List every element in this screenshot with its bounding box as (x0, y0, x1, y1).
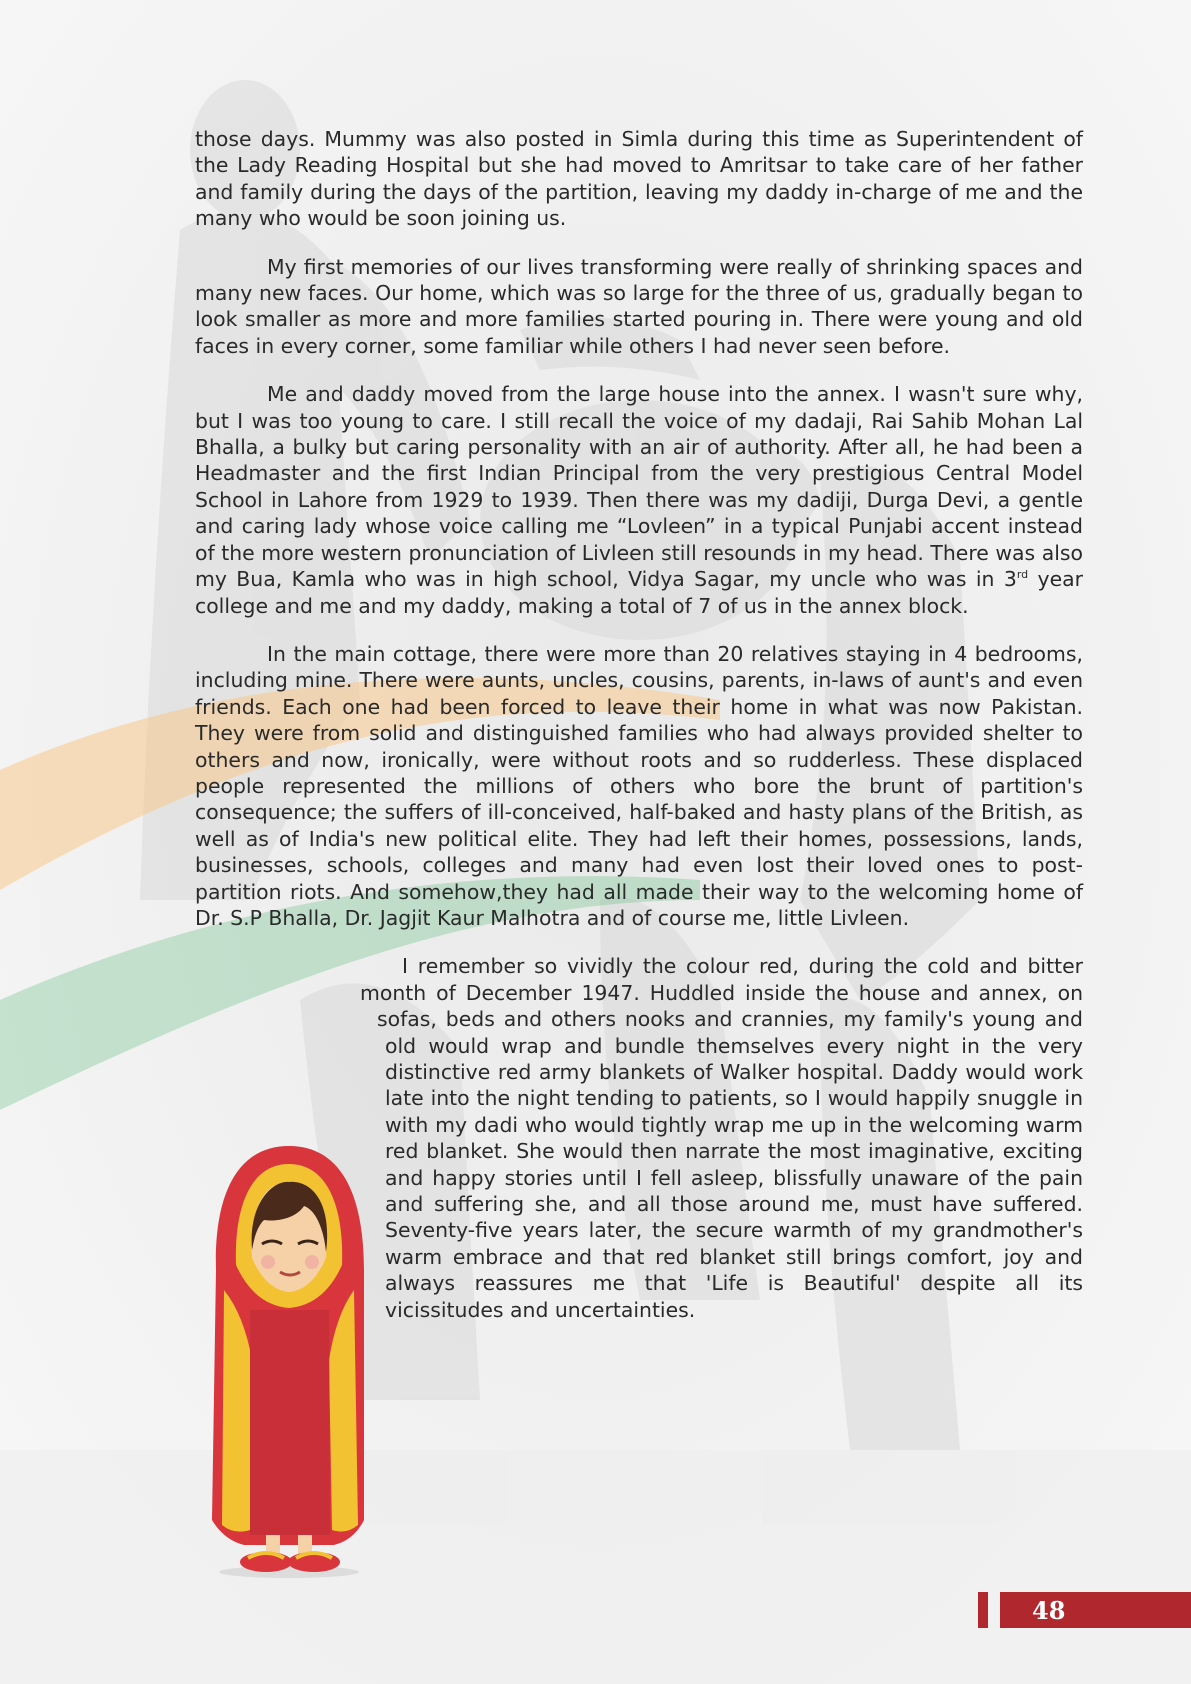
paragraph-3-text-a: Me and daddy moved from the large house into the annex. I wasn't sure why, but I was too young to care. I still recall the voice of my dadaji, Rai Sahib Mohan Lal Bhalla, a bulky but caring personality with an air of authority. After all, he had been a Headmaster and the first Indian Principal from the very prestigious Central Model School in Lahore from 1929 to 1939. Then there was my dadiji, Durga Devi, a gentle and caring lady whose voice calling me “Lovleen” in a typical Punjabi accent instead of the more western pronunciation of Livleen still resounds in my head. There was also my Bua, Kamla who was in high school, Vidya Sagar, my uncle who was in 3 (195, 382, 1083, 592)
paragraph-3 (195, 381, 1083, 619)
image-wrap-spacer-3 (195, 1029, 377, 1055)
paragraph-1: those days. Mummy was also posted in Simla during this time as Superintendent of the Lady Reading Hospital but she had moved to Amritsar to take care of her father and family during the days of the partition, leaving my daddy in-charge of me and the many who would be soon joining us. (195, 127, 1083, 231)
page-number-accent-strip (978, 1592, 988, 1628)
image-wrap-spacer-1 (195, 977, 330, 1003)
paragraph-5: I remember so vividly the colour red, during the cold and bitter month of December 1947. Huddled inside the house and annex, on sofas, beds and others nooks and crannies, my family's young and old would wrap and bundle themselves every night in the very distinctive red army blankets of Walker hospital. Daddy would work late into the night tending to patients, so I would happily snuggle in with my dadi who would tightly wrap me up in the welcoming warm red blanket. She would then narrate the most imaginative, exciting and happy stories until I fell asleep, blissfully unaware of the pain and suffering she, and all those around me, must have suffered. Seventy-five years later, the secure warmth of my grandmother's warm embrace and that red blanket still brings comfort, joy and always reassures me that 'Life is Beautiful' despite all its vicissitudes and uncertainties. (360, 954, 1083, 1322)
page-number-bar (978, 1592, 1191, 1628)
paragraph-3-text-b: year college and me and my daddy, making a total of 7 of us in the annex block. (195, 567, 1083, 618)
image-wrap-spacer-2 (195, 1003, 360, 1029)
paragraph-3-superscript: rd (1016, 568, 1029, 582)
page-number: 48 (1000, 1592, 1191, 1628)
girl-in-red-blanket-illustration (204, 1140, 374, 1580)
paragraph-2: My first memories of our lives transforming were really of shrinking spaces and many new faces. Our home, which was so large for the three of us, gradually began to look smaller as more and more families started pouring in. There were young and old faces in every corner, some familiar while others I had never seen before. (195, 254, 1083, 358)
paragraph-4: In the main cottage, there were more than 20 relatives staying in 4 bedrooms, including mine. There were aunts, uncles, cousins, parents, in-laws of aunt's and even friends. Each one had been forced to leave their home in what was now Pakistan. They were from solid and distinguished families who had always provided shelter to others and now, ironically, were without roots and so rudderless. These displaced people represented the millions of others who bore the brunt of partition's consequence; the suffers of ill-conceived, half-baked and hasty plans of the British, as well as of India's new political elite. They had left their homes, possessions, lands, businesses, schools, colleges and many had even lost their loved ones to post-partition riots. And somehow,they had all made their way to the welcoming home of Dr. S.P Bhalla, Dr. Jagjit Kaur Malhotra and of course me, little Livleen. (195, 641, 1083, 930)
